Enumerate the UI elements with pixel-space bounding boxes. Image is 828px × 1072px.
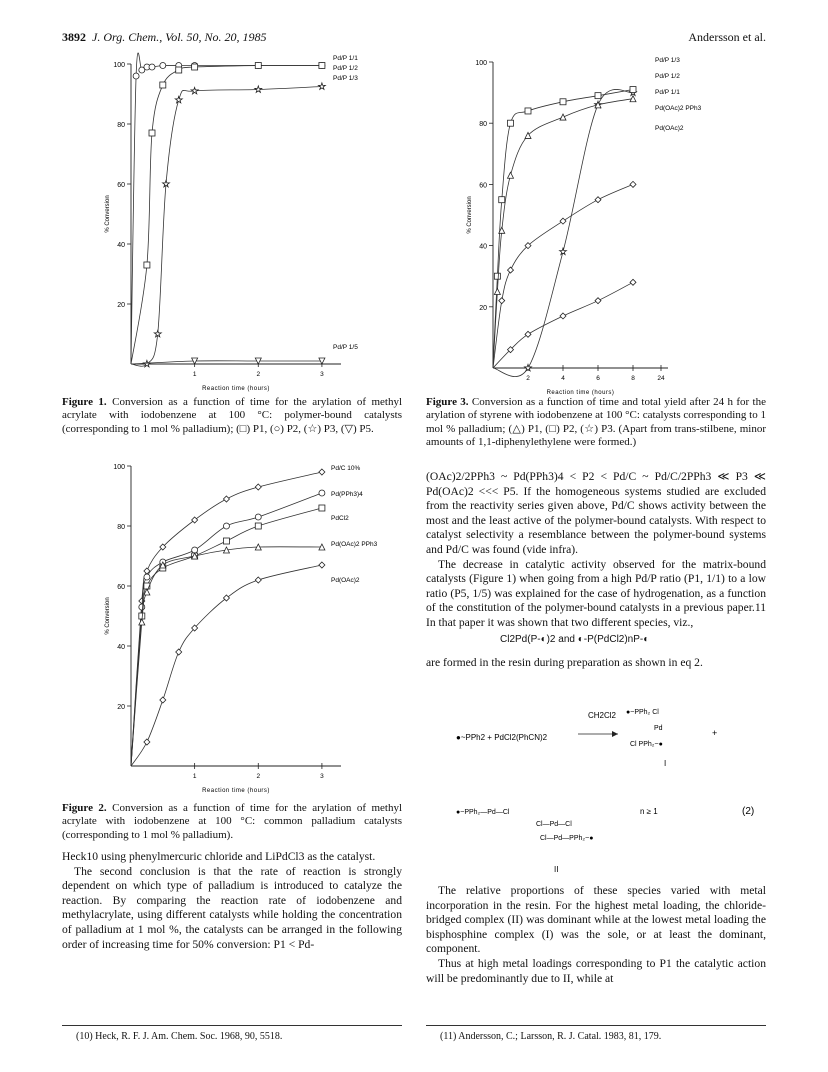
series-line-2 [131,65,322,364]
data-point [319,505,325,511]
figure-3-chart [455,52,765,396]
footnote-10: (10) Heck, R. F. J. Am. Chem. Soc. 1968, 90, 5518. [76,1031,283,1042]
series-line-3 [493,99,633,368]
series-line-1 [493,89,633,376]
data-point [319,83,326,90]
data-point [255,63,261,69]
figure-1-caption-text: Conversion as a function of time for the arylation of methyl acrylate with iodobenzene at 100 °C: polymer-bound catalysts (corresponding to 1 mol % palladium); (□) P1, (○) P2, (☆) P3, (▽) P5. [62,396,403,435]
data-point [319,490,325,496]
series-label-4: Pd(OAc)2 PPh3 [655,105,702,112]
product-ii-lower: Cl—Pd—PPh₂~● [540,835,594,842]
series-label-3: Pd/P 1/3 [333,75,358,82]
y-axis-label: % Conversion [105,195,111,233]
data-point [319,469,325,475]
data-point [160,63,166,69]
data-point [319,562,325,568]
figure-1-chart [95,52,395,392]
data-point [144,739,150,745]
y-tick-label: 60 [117,182,125,189]
data-point [560,313,566,319]
series-line-4 [131,547,322,766]
product-ii-structure: ●~PPh₂—Pd—Cl [456,809,510,816]
data-point [630,181,636,187]
data-point [508,172,514,178]
data-point [525,108,531,114]
data-point [319,63,325,69]
running-authors: Andersson et al. [688,30,766,44]
right-paragraph-3: are formed in the resin during preparation as shown in eq 2. [426,656,703,669]
y-tick-label: 40 [117,644,125,651]
series-line-2 [131,493,322,766]
left-paragraph-1: Heck10 using phenylmercuric chloride and LiPdCl3 as the catalyst. [62,850,376,863]
data-point [144,574,150,580]
series-line-2 [493,90,633,369]
data-point [149,64,155,70]
data-point [560,218,566,224]
data-point [499,298,505,304]
y-tick-label: 80 [117,524,125,531]
data-point [494,273,500,279]
data-point [223,496,229,502]
data-point [149,130,155,136]
x-tick-label: 4 [561,375,565,382]
data-point [223,523,229,529]
right-footnote-rule [426,1025,766,1026]
figure-2-caption-text: Conversion as a function of time for the arylation of methyl acrylate with iodobenzene at 100 °C: common palladium catalysts (corresponding to 1 mol % palladium). [62,802,403,841]
right-body-text-2 [426,884,766,986]
y-tick-label: 100 [475,60,487,67]
data-point [139,604,145,610]
footnote-11: (11) Andersson, C.; Larsson, R. J. Catal. 1983, 81, 179. [440,1031,662,1042]
data-point [176,649,182,655]
series-line-5 [493,282,633,368]
data-point [192,64,198,70]
series-line-3 [131,87,322,367]
x-tick-label: 2 [256,773,261,780]
eq-n-condition: n ≥ 1 [640,807,658,816]
label-i: I [664,759,667,768]
product-ii-middle: Cl—Pd—Cl [536,821,572,828]
x-axis-label: Reaction time (hours) [202,788,270,794]
data-point [255,484,261,490]
data-point [175,96,182,103]
data-point [191,87,198,94]
series-line-4 [493,184,633,368]
data-point [255,577,261,583]
figure-1-caption [62,396,402,436]
data-point [255,514,261,520]
series-label-1: Pd/C 10% [331,465,361,472]
product-i-structure: ●~PPh₂ Cl [626,709,659,716]
series-line-1 [131,53,322,364]
data-point [160,697,166,703]
series-label-5: Pd(OAc)2 [655,125,684,132]
journal-citation: J. Org. Chem., Vol. 50, No. 20, 1985 [92,30,267,44]
eq-plus: + [712,728,718,738]
data-point [560,99,566,105]
data-point [160,82,166,88]
series-label-4: Pd/P 1/5 [333,344,358,351]
y-tick-label: 40 [479,243,487,251]
figure-3-label: Figure 3. [426,396,469,408]
y-axis-label: % Conversion [105,597,111,635]
page-number: 3892 [62,30,86,44]
series-label-2: Pd/P 1/2 [333,65,358,72]
series-label-1: Pd/P 1/3 [655,57,680,64]
left-paragraph-2: The second conclusion is that the rate of reaction is strongly dependent on which type of palladium is introduced to catalyze the reaction. By comparing the reaction rate of iodobenzene and methylacrylate, using different catalysts while holding the concentration of palladium at 1 mol %, the catalysts can be arranged in the following order of increasing time for 50% conversion: P1 < Pd- [62,864,402,951]
x-tick-label: 2 [526,375,530,382]
label-ii: II [554,865,559,874]
y-tick-label: 80 [479,121,487,129]
product-i-lower: Cl PPh₂~● [630,741,663,748]
series-label-2: Pd/P 1/2 [655,73,680,80]
x-tick-label: 3 [320,371,324,378]
data-point [255,523,261,529]
y-tick-label: 60 [479,182,487,190]
series-label-3: Pd/P 1/1 [655,89,680,96]
right-paragraph-1: (OAc)2/2PPh3 ~ Pd(PPh3)4 < P2 < Pd/C ~ Pd/C/2PPh3 ≪ P3 ≪ Pd(OAc)2 <<< P5. If the homogeneous systems studied are excluded from the reactivity series given above, Pd/C shows activity between the most and the least active of the polymer-bound catalysts. With respect to catalyst selectivity a resemblance between the polymer-bound systems and Pd/C was found (vide infra). [426,470,766,556]
reaction-arrowhead [612,731,618,737]
figure-2-label: Figure 2. [62,802,107,814]
figure-3-caption [426,396,766,450]
right-body-text [426,470,766,631]
figure-1-label: Figure 1. [62,396,107,408]
data-point [255,86,262,93]
data-point [176,67,182,73]
y-tick-label: 100 [113,464,125,471]
x-tick-label: 3 [320,773,324,780]
series-label-5: Pd(OAc)2 [331,577,360,584]
series-label-4: Pd(OAc)2 PPh3 [331,541,378,548]
data-point [192,547,198,553]
right-paragraph-5: Thus at high metal loadings corresponding to P1 the catalytic action will be predominantly due to II, while at [426,956,766,985]
x-tick-label: 24 [657,375,665,382]
x-tick-label: 8 [631,375,635,382]
data-point [499,197,505,203]
data-point [154,330,161,337]
left-footnote-rule [62,1025,402,1026]
series-label-1: Pd/P 1/1 [333,55,358,62]
data-point [595,93,601,99]
x-tick-label: 1 [192,773,197,780]
left-body-text [62,850,402,952]
x-tick-label: 6 [596,375,600,382]
series-label-2: Pd(PPh3)4 [331,491,363,498]
data-point [139,619,145,625]
figure-2-chart [95,458,395,798]
page-header-left [62,30,267,45]
data-point [223,538,229,544]
product-i-pd: Pd [654,725,663,732]
data-point [630,87,636,93]
data-point [144,262,150,268]
data-point [630,279,636,285]
y-tick-label: 20 [479,304,487,312]
y-axis-label: % Conversion [467,196,473,234]
data-point [494,289,500,295]
species-formula: Cl2Pd(P-◐)2 and ◐-P(PdCl2)nP-◐ [500,634,650,645]
x-tick-label: 1 [192,371,197,378]
x-tick-label: 2 [256,371,261,378]
data-point [595,298,601,304]
data-point [133,73,139,79]
data-point [560,248,567,255]
series-line-4 [131,361,322,364]
data-point [595,197,601,203]
right-paragraph-2: The decrease in catalytic activity observed for the matrix-bound catalysts (Figure 1) when going from a high Pd/P ratio (P1, 1/1) to a low ratio (P5, 1/5) was explained for the case of hydrogenation, as a function of the constitution of the polymer-bound catalysts in a previous paper.11 In that paper it was shown that two different species, viz., [426,557,766,629]
data-point [525,331,531,337]
y-tick-label: 100 [113,62,125,69]
figure-2-caption [62,802,402,842]
y-tick-label: 40 [117,242,125,249]
eq-solvent: CH2Cl2 [588,711,617,720]
series-label-3: PdCl2 [331,515,349,522]
data-point [508,267,514,273]
data-point [508,120,514,126]
figure-3-caption-text: Conversion as a function of time and total yield after 24 h for the arylation of styrene with iodobenzene at 100 °C: catalysts corresponding to 1 mol % palladium; (△) P1, (□) P2, (☆) P3. (Apart from trans-stilbene, minor amounts of 1,1-diphenylethylene were formed.) [426,396,766,449]
y-tick-label: 80 [117,122,125,129]
equation-2-scheme [426,690,766,880]
x-axis-label: Reaction time (hours) [546,390,615,396]
equation-number: (2) [742,806,755,817]
y-tick-label: 20 [117,704,125,711]
y-tick-label: 20 [117,302,125,309]
eq-reactants: ●~PPh2 + PdCl2(PhCN)2 [456,733,548,742]
right-paragraph-4: The relative proportions of these species varied with metal incorporation in the resin. For the highest metal loading, the chloride-bridged complex (II) was dominant while at the lowest metal loading the bisphosphine complex (I) was the sole, or at least the dominant, component. [426,884,766,956]
x-axis-label: Reaction time (hours) [202,386,270,392]
data-point [560,114,566,120]
y-tick-label: 60 [117,584,125,591]
